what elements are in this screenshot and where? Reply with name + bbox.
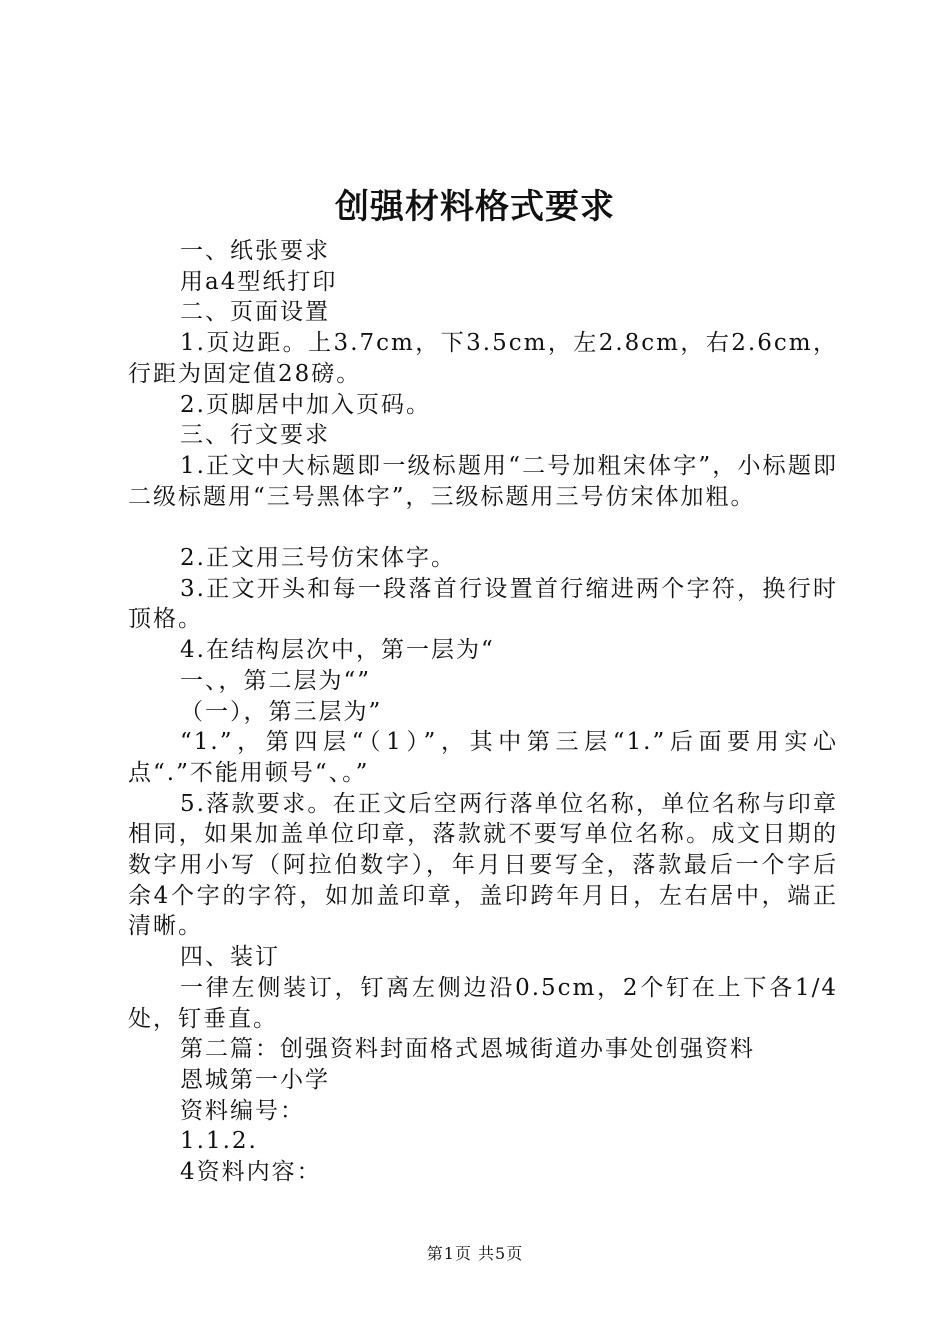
page-footer: 第1页 共5页 [426,1244,524,1263]
paragraph: 4.在结构层次中，第一层为“ [180,637,495,664]
heading-binding: 四、装订 [180,944,280,971]
document-body [128,236,838,1188]
heading-page-setup: 二、页面设置 [180,299,330,326]
paragraph: 恩城第一小学 [180,1066,330,1093]
paragraph: 资料编号： [180,1097,305,1124]
paragraph: 5.落款要求。在正文后空两行落单位名称，单位名称与印章相同，如果加盖单位印章，落款就不要写单位名称。成文日期的数字用小写（阿拉伯数字），年月日要写全，落款最后一个字后余4个字的字符，如加盖印章，盖印跨年月日，左右居中，端正清晰。 [128,790,838,940]
paragraph: 第二篇：创强资料封面格式恩城街道办事处创强资料 [180,1036,755,1063]
paragraph: 用a4型纸打印 [180,268,338,295]
paragraph: 2.页脚居中加入页码。 [180,391,431,418]
paragraph: “1.”，第四层“（1）”，其中第三层“1.”后面要用实心点“.”不能用顿号“、。” [128,729,838,786]
paragraph: 1.正文中大标题即一级标题用“二号加粗宋体字”，小标题即二级标题用“三号黑体字”，三级标题用三号仿宋体加粗。 [128,452,838,510]
paragraph: 1.页边距。上3.7cm，下3.5cm，左2.8cm，右2.6cm，行距为固定值28磅。 [128,330,838,387]
paragraph: （一），第三层为” [180,698,383,725]
paragraph: 一、，第二层为“” [180,667,372,694]
document-title: 创强材料格式要求 [335,187,615,227]
paragraph: 1.1.2. [180,1128,258,1155]
paragraph: 2.正文用三号仿宋体字。 [180,545,456,572]
heading-writing-requirements: 三、行文要求 [180,422,330,449]
paragraph: 一律左侧装订，钉离左侧边沿0.5cm，2个钉在上下各1/4处，钉垂直。 [128,974,838,1032]
paragraph: 3.正文开头和每一段落首行设置首行缩进两个字符，换行时顶格。 [128,575,838,633]
paragraph: 4资料内容： [180,1159,322,1186]
heading-paper-requirements: 一、纸张要求 [180,238,330,264]
